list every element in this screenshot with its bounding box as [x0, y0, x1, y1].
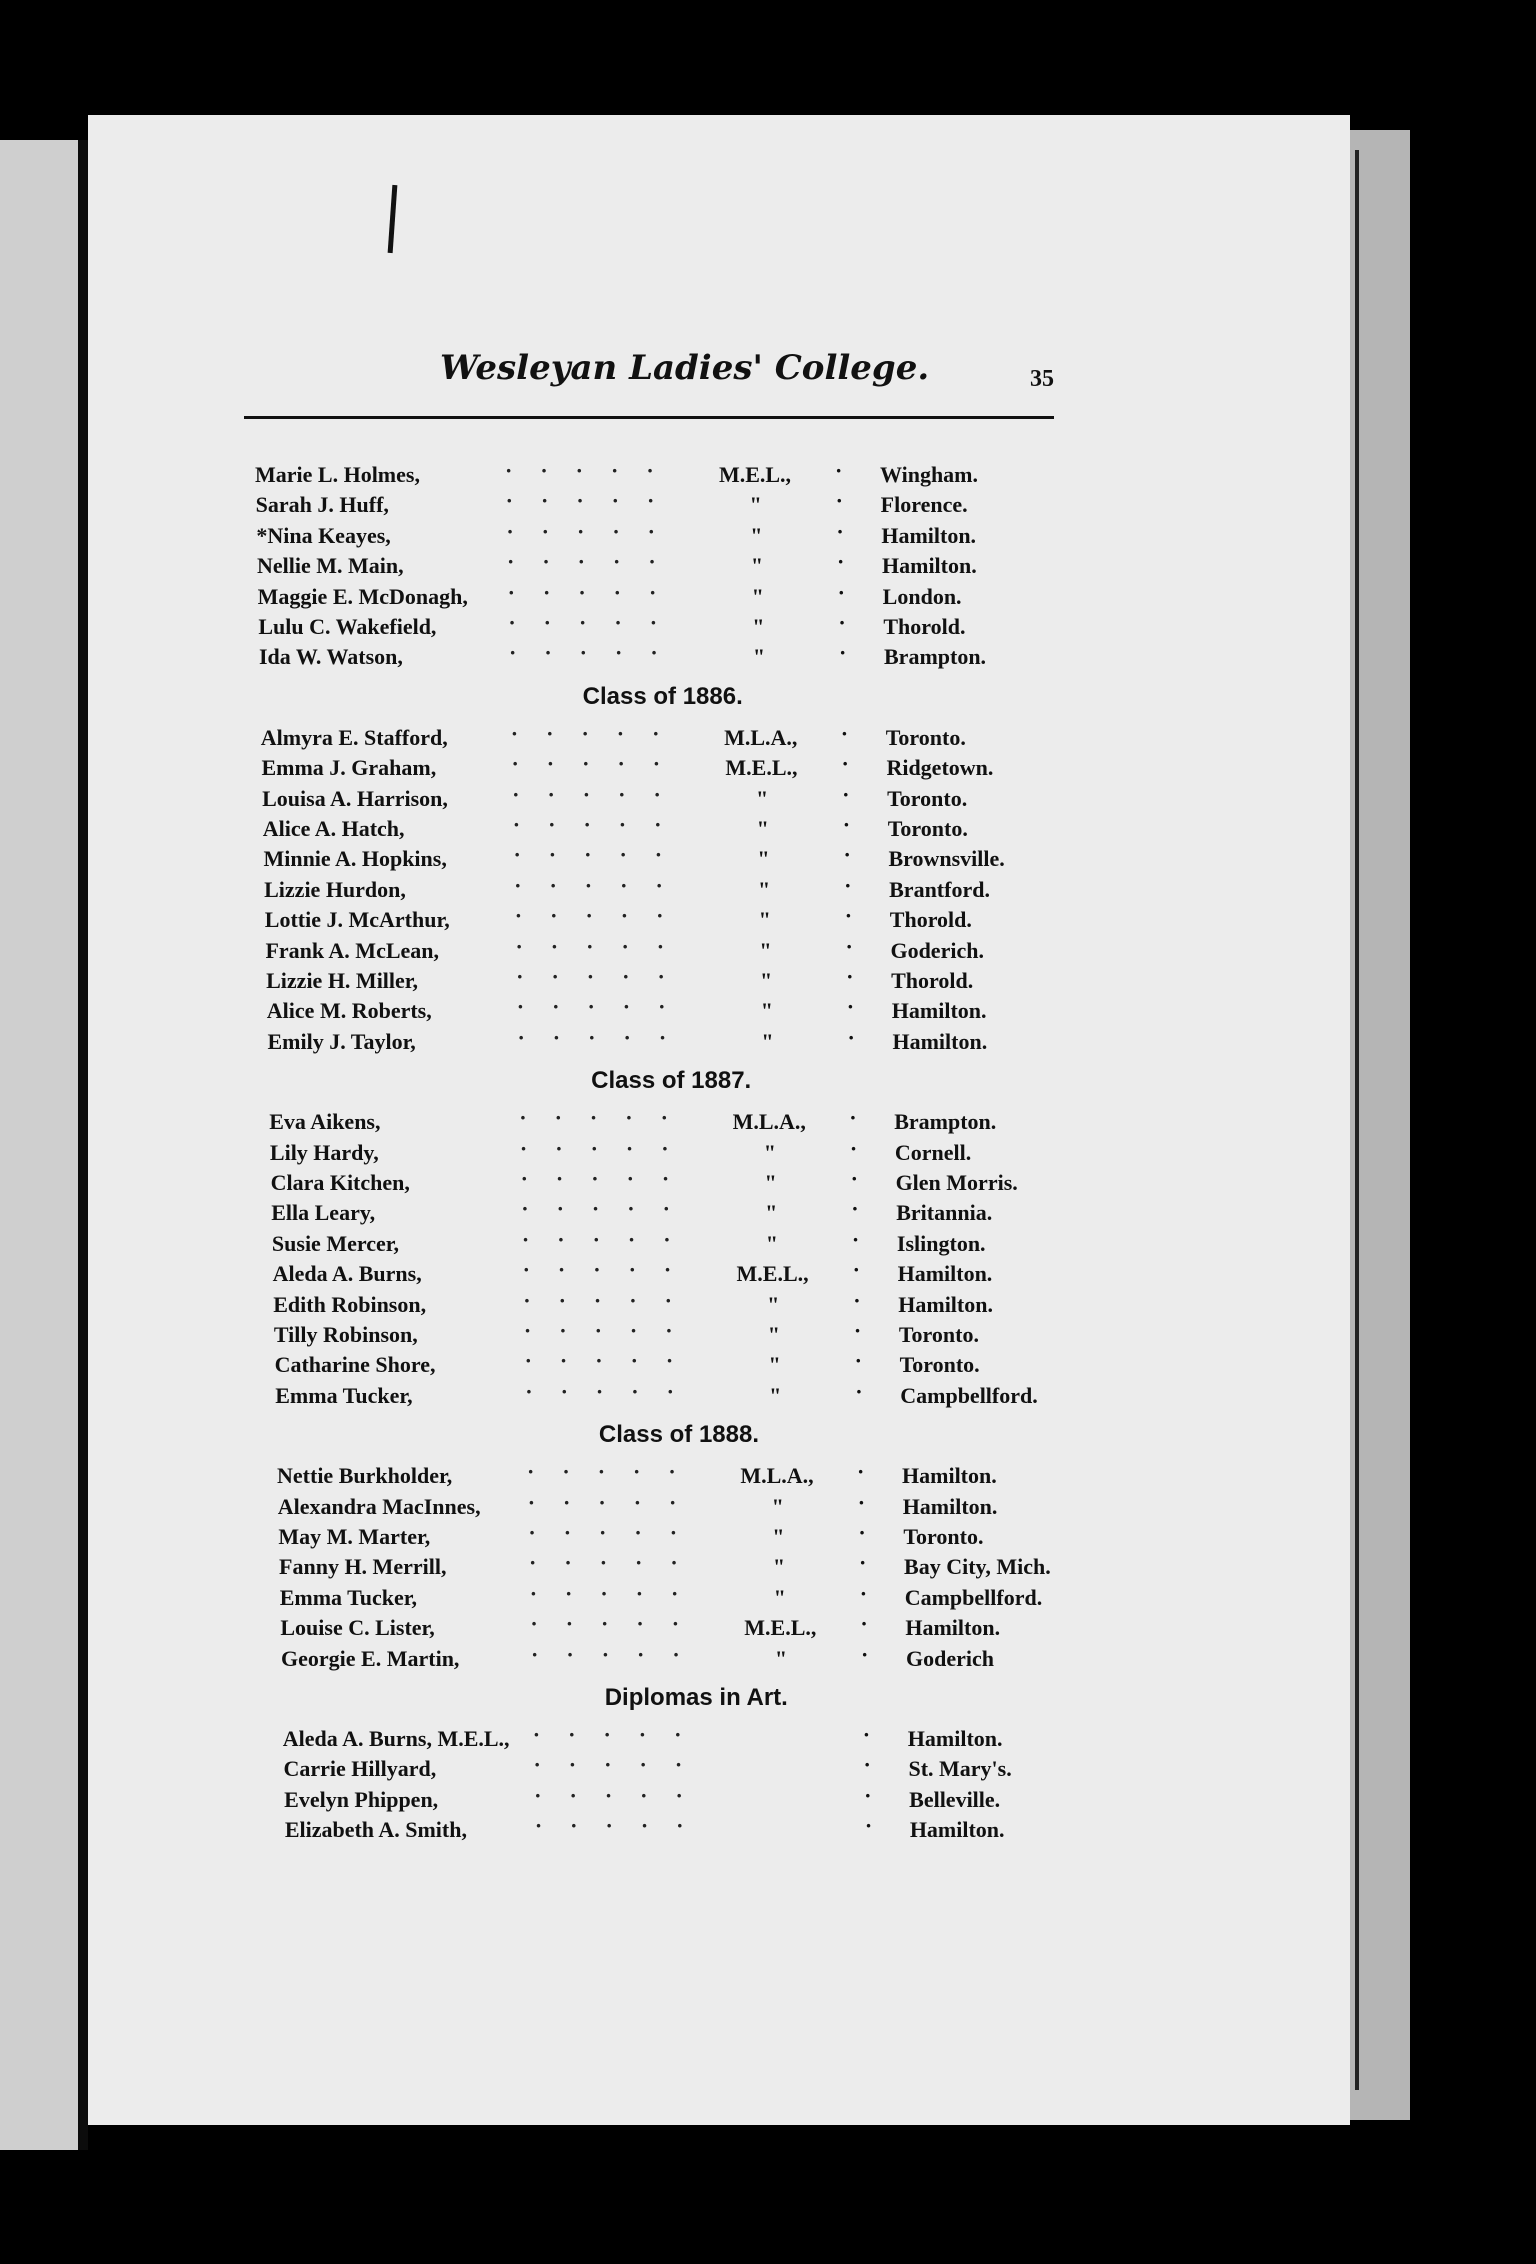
leader-dot: · [855, 1378, 863, 1404]
graduate-entry [259, 640, 1059, 676]
graduate-name: Emily J. Taylor, [267, 1028, 416, 1054]
degree: " [756, 816, 769, 841]
leader-dots: ····· [516, 964, 693, 989]
degree: " [752, 614, 765, 639]
leader-dot: · [861, 1641, 869, 1667]
graduate-name: Emma Tucker, [279, 1584, 418, 1610]
degree: " [772, 1524, 785, 1549]
degree: " [749, 492, 762, 518]
leader-dots: ····· [527, 1489, 705, 1515]
graduate-name: Alice A. Hatch, [262, 816, 405, 841]
graduate-name: Catharine Shore, [274, 1352, 436, 1378]
degree: " [750, 522, 763, 548]
hometown: Hamilton. [909, 1817, 1005, 1843]
hometown: Campbellford. [900, 1382, 1038, 1408]
leader-dots: ····· [510, 720, 688, 746]
hometown: Toronto. [899, 1352, 980, 1378]
hometown: Florence. [880, 492, 968, 518]
degree: M.L.A., [732, 1109, 806, 1135]
hometown: Hamilton. [891, 998, 987, 1024]
graduate-entry [267, 1024, 1067, 1061]
graduate-name: Georgie E. Martin, [281, 1645, 460, 1671]
degree: " [760, 968, 773, 993]
leader-dots: ····· [534, 1782, 711, 1808]
degree: " [764, 1170, 777, 1195]
leader-dot: · [864, 1782, 872, 1808]
leader-dots: ····· [519, 1105, 696, 1131]
graduate-entry [275, 1378, 1075, 1415]
leader-dots: ····· [514, 903, 692, 929]
graduate-name: Nettie Burkholder, [277, 1463, 453, 1489]
hometown: Islington. [896, 1230, 986, 1256]
leader-dots: ····· [531, 1641, 708, 1667]
leader-dots: ····· [529, 1550, 706, 1576]
leader-dots: ····· [523, 1287, 700, 1313]
class-heading: Class of 1887. [591, 1067, 752, 1095]
hometown: Toronto. [898, 1322, 979, 1347]
hometown: Ridgetown. [886, 755, 994, 781]
degree: " [760, 998, 773, 1024]
graduate-name: Fanny H. Merrill, [279, 1554, 447, 1580]
leader-dots: ····· [528, 1520, 706, 1545]
hometown: Goderich [906, 1645, 995, 1671]
leader-dots: ····· [509, 640, 686, 666]
degree: M.E.L., [718, 462, 792, 487]
hometown: Brampton. [894, 1109, 997, 1135]
hometown: Hamilton. [905, 1615, 1001, 1641]
graduate-name: May M. Marter, [278, 1524, 431, 1549]
leader-dot: · [841, 751, 849, 777]
degree: " [757, 846, 770, 872]
leader-dots: ····· [505, 488, 683, 514]
degree: " [767, 1291, 780, 1317]
hometown: Belleville. [909, 1786, 1001, 1812]
degree: " [768, 1352, 781, 1378]
graduate-name: Clara Kitchen, [270, 1170, 410, 1195]
leader-dot: · [853, 1287, 861, 1313]
degree: " [759, 937, 772, 963]
leader-dots: ····· [520, 1166, 698, 1191]
leader-dots: ····· [532, 1722, 710, 1747]
graduate-name: Alice M. Roberts, [266, 998, 432, 1024]
leader-dots: ····· [505, 458, 682, 483]
degree: " [773, 1584, 786, 1610]
class-heading: Class of 1886. [582, 682, 743, 710]
graduate-name: Aleda A. Burns, [272, 1261, 422, 1287]
leader-dot: · [858, 1520, 866, 1545]
leader-dot: · [863, 1752, 871, 1778]
degree: " [750, 553, 764, 579]
degree: " [752, 644, 766, 670]
hometown: Hamilton. [881, 522, 977, 548]
leader-dots: ····· [521, 1226, 699, 1252]
hometown: Campbellford. [904, 1584, 1043, 1610]
hometown: Hamilton. [902, 1493, 998, 1519]
leader-dots: ····· [519, 1135, 697, 1161]
page-edge-shadow [1355, 150, 1359, 2090]
graduate-name: Nellie M. Main, [257, 553, 404, 579]
hometown: St. Mary's. [908, 1756, 1012, 1782]
running-header-title: Wesleyan Ladies' College. [440, 348, 930, 388]
degree: " [765, 1200, 778, 1226]
leader-dots: ····· [521, 1196, 698, 1222]
leader-dots: ····· [512, 781, 689, 807]
leader-dots: ····· [517, 1024, 695, 1050]
hometown: Hamilton. [882, 553, 977, 579]
degree: M.L.A., [740, 1463, 814, 1489]
graduate-name: *Nina Keayes, [256, 522, 391, 548]
leader-dot: · [864, 1813, 873, 1839]
degree: M.E.L., [725, 755, 798, 781]
leader-dot: · [836, 518, 844, 544]
leader-dot: · [844, 903, 853, 929]
graduate-name: Lily Hardy, [269, 1139, 379, 1165]
degree: " [769, 1382, 782, 1408]
degree: " [761, 1028, 774, 1054]
hometown: Hamilton. [907, 1726, 1003, 1751]
hometown: London. [882, 583, 962, 609]
graduate-name: Ella Leary, [271, 1200, 376, 1226]
leader-dots: ····· [507, 579, 685, 605]
graduate-name: Lulu C. Wakefield, [258, 614, 437, 639]
graduate-name: Marie L. Holmes, [255, 462, 420, 487]
hometown: Hamilton. [892, 1028, 988, 1054]
degree: " [756, 785, 769, 811]
leader-dot: · [851, 1226, 860, 1252]
leader-dots: ····· [523, 1318, 701, 1343]
hometown: Hamilton. [897, 1261, 993, 1287]
graduate-name: Ida W. Watson, [259, 644, 403, 670]
leader-dot: · [838, 610, 846, 635]
book-gutter [78, 140, 88, 2150]
hometown: Toronto. [887, 816, 968, 841]
leader-dots: ····· [530, 1611, 708, 1637]
leader-dots: ····· [522, 1257, 700, 1283]
hometown: Cornell. [894, 1139, 972, 1165]
degree: " [751, 583, 764, 609]
page-number: 35 [1030, 366, 1054, 392]
leader-dots: ····· [507, 549, 684, 575]
hometown: Britannia. [896, 1200, 993, 1226]
leader-dots: ····· [506, 518, 684, 544]
leader-dot: · [846, 994, 855, 1020]
hometown: Hamilton. [902, 1463, 997, 1489]
graduate-name: Edith Robinson, [273, 1291, 427, 1317]
graduate-name: Almyra E. Stafford, [260, 724, 448, 750]
graduate-name: Eva Aikens, [269, 1109, 381, 1135]
graduate-name: Evelyn Phippen, [284, 1786, 439, 1812]
graduate-name: Frank A. McLean, [265, 937, 440, 963]
leader-dots: ····· [529, 1580, 707, 1606]
leader-dot: · [853, 1318, 862, 1343]
leader-dot: · [860, 1611, 868, 1637]
leader-dot: · [850, 1166, 858, 1191]
hometown: Thorold. [891, 968, 974, 993]
leader-dots: ····· [514, 872, 691, 898]
graduate-name: Carrie Hillyard, [283, 1756, 437, 1782]
degree: " [765, 1230, 779, 1256]
degree: M.L.A., [724, 724, 798, 750]
hometown: Toronto. [903, 1524, 984, 1549]
graduate-name: Lottie J. McArthur, [264, 907, 450, 933]
leader-dot: · [842, 812, 851, 837]
graduate-name: Emma J. Graham, [261, 755, 437, 781]
leader-dot: · [849, 1135, 858, 1161]
degree: " [758, 907, 771, 933]
hometown: Brownsville. [888, 846, 1005, 872]
degree: " [771, 1493, 784, 1519]
hometown: Toronto. [885, 724, 966, 750]
degree: " [772, 1554, 786, 1580]
graduate-name: Elizabeth A. Smith, [284, 1817, 467, 1843]
leader-dots: ····· [525, 1378, 702, 1404]
leader-dot: · [842, 781, 850, 807]
leader-dots: ····· [508, 610, 686, 635]
leader-dot: · [837, 549, 845, 575]
graduate-name: Louise C. Lister, [280, 1615, 435, 1641]
leader-dot: · [854, 1348, 862, 1374]
graduate-name: Lizzie Hurdon, [264, 876, 406, 902]
class-heading: Class of 1888. [598, 1421, 760, 1449]
leader-dot: · [852, 1257, 860, 1283]
degree: M.E.L., [736, 1261, 809, 1287]
graduate-name: Minnie A. Hopkins, [263, 846, 447, 872]
leader-dots: ····· [512, 812, 690, 837]
hometown: Hamilton. [898, 1291, 993, 1317]
leader-dot: · [859, 1580, 868, 1606]
hometown: Wingham. [880, 462, 979, 487]
hometown: Glen Morris. [895, 1170, 1018, 1195]
leader-dot: · [844, 872, 852, 898]
leader-dot: · [859, 1550, 867, 1576]
graduate-name: Louisa A. Harrison, [262, 785, 448, 811]
hometown: Toronto. [887, 785, 968, 811]
hometown: Brantford. [889, 876, 990, 902]
leader-dot: · [846, 964, 854, 989]
graduate-entry [281, 1641, 1081, 1678]
leader-dots: ····· [511, 751, 689, 777]
leader-dot: · [837, 579, 846, 605]
graduate-name: Emma Tucker, [275, 1382, 413, 1408]
class-heading: Diplomas in Art. [604, 1684, 788, 1711]
degree: M.E.L., [744, 1615, 817, 1641]
leader-dots: ····· [516, 994, 694, 1020]
leader-dots: ····· [533, 1752, 711, 1778]
hometown: Bay City, Mich. [904, 1554, 1051, 1580]
leader-dots: ····· [515, 933, 693, 959]
leader-dot: · [849, 1105, 857, 1131]
leader-dot: · [835, 488, 843, 514]
degree: " [763, 1139, 777, 1165]
graduate-name: Lizzie H. Miller, [266, 968, 419, 993]
leader-dots: ····· [527, 1459, 704, 1485]
leader-dot: · [857, 1489, 866, 1515]
leader-dot: · [843, 842, 851, 868]
leader-dot: · [847, 1024, 855, 1050]
graduate-name: Alexandra MacInnes, [277, 1493, 481, 1519]
leader-dot: · [835, 458, 843, 483]
leader-dot: · [857, 1459, 865, 1485]
graduate-name: Aleda A. Burns, M.E.L., [282, 1726, 510, 1751]
degree: " [758, 876, 771, 902]
graduate-name: Sarah J. Huff, [255, 492, 389, 518]
graduate-name: Maggie E. McDonagh, [257, 583, 468, 609]
degree: " [774, 1645, 788, 1671]
hometown: Thorold. [889, 907, 972, 933]
hometown: Thorold. [883, 614, 966, 639]
header-rule [244, 416, 1054, 419]
hometown: Brampton. [884, 644, 987, 670]
graduate-name: Tilly Robinson, [273, 1322, 418, 1347]
leader-dots: ····· [534, 1813, 712, 1839]
leader-dot: · [862, 1722, 871, 1747]
degree: " [767, 1322, 781, 1347]
leader-dot: · [839, 640, 847, 666]
leader-dots: ····· [524, 1348, 702, 1374]
graduate-name: Susie Mercer, [271, 1230, 399, 1256]
leader-dot: · [851, 1196, 859, 1222]
leader-dot: · [845, 933, 853, 959]
leader-dots: ····· [513, 842, 691, 868]
hometown: Goderich. [890, 937, 984, 963]
graduate-entry [284, 1813, 1085, 1849]
leader-dot: · [840, 720, 849, 746]
facing-page-edge [0, 140, 78, 2150]
